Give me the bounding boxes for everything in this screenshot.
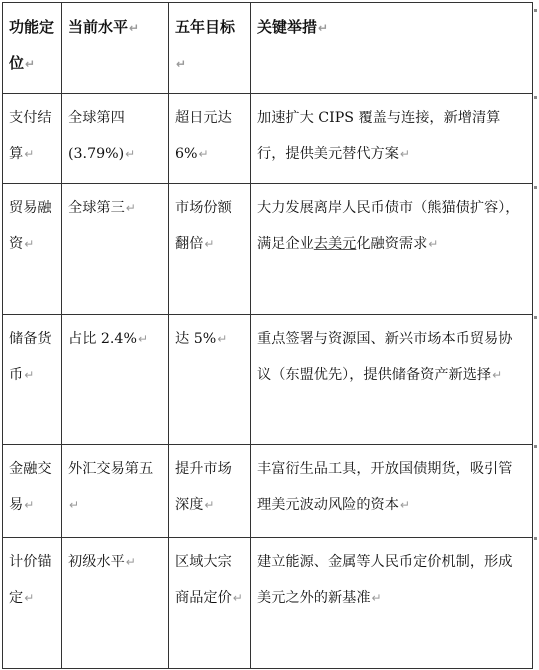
table-row — [3, 538, 533, 669]
cell-measure: 丰富衍生品工具，开放国债期货，吸引管理美元波动风险的资本↵ — [251, 445, 533, 538]
cell-target: 市场份额翻倍↵ — [169, 184, 251, 315]
paragraph-mark-icon: ↵ — [125, 147, 136, 161]
table-row — [3, 184, 533, 315]
paragraph-mark-icon: ↵ — [232, 591, 243, 605]
policy-table — [2, 2, 533, 669]
cell-measure: 大力发展离岸人民币债市（熊猫债扩容），满足企业去美元化融资需求↵ — [251, 184, 533, 315]
cell-current-level: 初级水平↵ — [62, 538, 169, 669]
paragraph-mark-icon: ↵ — [428, 237, 439, 251]
cell-current-level: 全球第四(3.79%)↵ — [62, 94, 169, 184]
paragraph-mark-icon: ↵ — [204, 498, 215, 512]
paragraph-mark-icon: ↵ — [24, 368, 35, 382]
paragraph-mark-icon: ↵ — [198, 147, 209, 161]
underlined-text: 去美元 — [313, 236, 357, 252]
paragraph-mark-icon: ↵ — [204, 237, 215, 251]
cell-measure: 加速扩大 CIPS 覆盖与连接，新增清算行，提供美元替代方案↵ — [251, 94, 533, 184]
paragraph-mark-icon: ↵ — [399, 147, 410, 161]
row-end-marker — [534, 96, 537, 99]
paragraph-mark-icon: ↵ — [176, 57, 187, 71]
paragraph-mark-icon: ↵ — [399, 498, 410, 512]
header-function: 功能定位↵ — [3, 3, 62, 94]
cell-current-level: 外汇交易第五↵ — [62, 445, 169, 538]
paragraph-mark-icon: ↵ — [318, 21, 329, 35]
paragraph-mark-icon: ↵ — [217, 332, 228, 346]
paragraph-mark-icon: ↵ — [24, 237, 35, 251]
cell-function: 贸易融资↵ — [3, 184, 62, 315]
cell-current-level: 占比 2.4%↵ — [62, 315, 169, 445]
row-end-marker — [534, 186, 537, 189]
table-row — [3, 445, 533, 538]
cell-function: 计价锚定↵ — [3, 538, 62, 669]
header-current-level: 当前水平↵ — [62, 3, 169, 94]
table-row — [3, 315, 533, 445]
paragraph-mark-icon: ↵ — [24, 147, 35, 161]
cell-function: 储备货币↵ — [3, 315, 62, 445]
row-end-marker — [534, 316, 537, 319]
cell-function: 金融交易↵ — [3, 445, 62, 538]
cell-target: 达 5%↵ — [169, 315, 251, 445]
paragraph-mark-icon: ↵ — [24, 591, 35, 605]
paragraph-mark-icon: ↵ — [492, 368, 503, 382]
paragraph-mark-icon: ↵ — [129, 21, 140, 35]
paragraph-mark-icon: ↵ — [125, 201, 136, 215]
header-row — [3, 3, 533, 94]
cell-function: 支付结算↵ — [3, 94, 62, 184]
cell-target: 提升市场深度↵ — [169, 445, 251, 538]
paragraph-mark-icon: ↵ — [371, 591, 382, 605]
cell-target: 超日元达 6%↵ — [169, 94, 251, 184]
paragraph-mark-icon: ↵ — [125, 555, 136, 569]
header-key-measures: 关键举措↵ — [251, 3, 533, 94]
cell-current-level: 全球第三↵ — [62, 184, 169, 315]
table-row — [3, 94, 533, 184]
row-end-marker — [534, 9, 537, 12]
paragraph-mark-icon: ↵ — [24, 498, 35, 512]
row-end-marker — [534, 445, 537, 448]
header-five-year-target: 五年目标↵ — [169, 3, 251, 94]
paragraph-mark-icon: ↵ — [25, 57, 36, 71]
paragraph-mark-icon: ↵ — [137, 332, 148, 346]
cell-target: 区域大宗商品定价↵ — [169, 538, 251, 669]
cell-measure: 建立能源、金属等人民币定价机制，形成美元之外的新基准↵ — [251, 538, 533, 669]
row-end-marker — [534, 537, 537, 540]
paragraph-mark-icon: ↵ — [69, 498, 80, 512]
cell-measure: 重点签署与资源国、新兴市场本币贸易协议（东盟优先），提供储备资产新选择↵ — [251, 315, 533, 445]
